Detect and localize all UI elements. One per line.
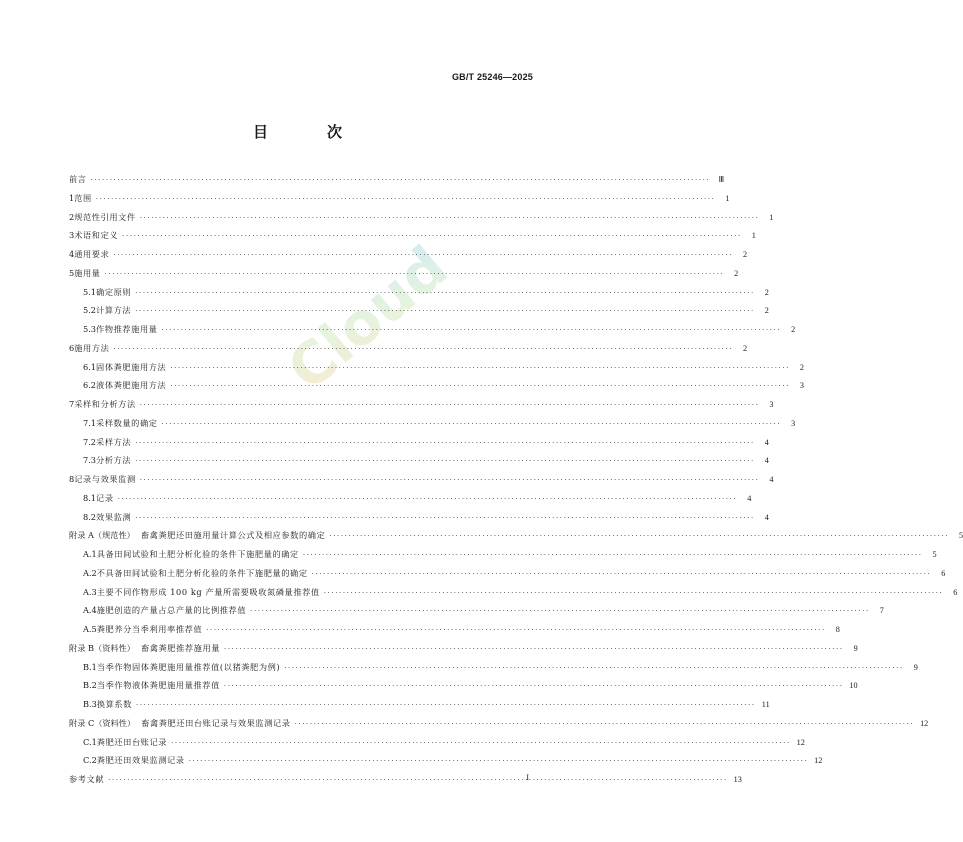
toc-entry-page: 1 [751,231,756,241]
toc-entry-title: 术语和定义 [74,230,119,241]
toc-entry-page: 12 [796,737,805,747]
toc-entry-page: 1 [725,193,730,203]
toc-entry-title: 规范性引用文件 [74,211,136,222]
toc-entry-number: 附录 B（资料性） [69,642,135,653]
toc-entry[interactable] [69,751,823,770]
toc-entry-page: 12 [920,718,929,728]
toc-entry-number: B.3 [83,699,97,709]
toc-entry-page: 4 [747,493,752,503]
toc-entry[interactable] [69,433,769,452]
toc-entry[interactable] [69,451,769,470]
toc-entry-number: 2 [69,211,75,222]
toc-leader-dots [170,359,790,378]
toc-entry-number: 7 [69,399,75,409]
toc-entry[interactable] [69,733,805,752]
page-number: I [526,773,529,782]
toc-entry-number: A.2 [83,567,97,578]
toc-entry-title: 换算系数 [96,699,132,709]
toc-title: 目 次 [252,123,364,141]
toc-leader-dots [162,415,782,434]
toc-entry[interactable] [69,601,884,620]
toc-entry[interactable] [69,676,858,695]
toc-entry-number: 8 [69,474,75,484]
toc-entry-page: 3 [799,381,805,391]
toc-entry-title: 粪肥养分当季利用率推荐值 [96,624,203,634]
toc-leader-dots [96,190,716,209]
toc-entry-number: 8.2 [83,511,97,522]
toc-entry-title: 畜禽粪肥还田台账记录与效果监测记录 [141,717,291,728]
toc-entry[interactable] [69,283,769,302]
toc-entry[interactable] [69,414,796,433]
toc-leader-dots [140,209,760,228]
toc-entry[interactable] [69,339,748,358]
toc-leader-dots [135,302,755,321]
toc-entry[interactable] [69,564,946,583]
toc-leader-dots [136,696,756,715]
toc-entry[interactable] [69,395,774,414]
toc-entry-title: 记录 [96,492,114,503]
toc-leader-dots [324,584,944,603]
toc-entry-number: 5 [69,267,75,278]
toc-leader-dots [140,471,760,490]
toc-entry[interactable] [69,170,725,189]
toc-entry-title: 效果监测 [96,511,132,522]
toc-entry-title: 记录与效果监测 [74,474,136,484]
toc-entry-page: 1 [769,212,774,222]
toc-leader-dots [105,265,725,284]
toc-entry-number: 8.1 [83,492,97,503]
toc-entry-number: B.2 [83,680,97,691]
toc-entry[interactable] [69,639,858,658]
toc-entry-page: 4 [764,512,769,522]
toc-entry-title: 具备田间试验和土肥分析化验的条件下施肥量的确定 [96,549,299,559]
toc-leader-dots [224,677,844,696]
toc-entry-number: 7.2 [83,436,97,447]
toc-entry-title: 不具备田间试验和土肥分析化验的条件下施肥量的确定 [96,567,308,578]
toc-entry-number: 附录 A（规范性） [69,530,135,541]
toc-entry-number: 7.1 [83,417,97,428]
toc-entry[interactable] [69,301,769,320]
toc-entry-number: 4 [69,249,75,259]
toc-entry-number: A.3 [83,586,97,597]
toc-entry[interactable] [69,245,748,264]
toc-entry-title: 主要不同作物形成 100 kg 产量所需要吸收氮磷量推荐值 [96,586,320,597]
toc-entry-title: 采样和分析方法 [74,399,136,409]
toc-entry-title: 确定原则 [96,286,132,297]
toc-entry[interactable] [69,583,958,602]
toc-entry-page: Ⅲ [718,175,725,184]
toc-leader-dots [295,715,915,734]
toc-leader-dots [284,659,904,678]
toc-leader-dots [122,227,742,246]
toc-entry-title: 采样数量的确定 [96,417,158,428]
toc-entry-title: 当季作物固体粪肥施用量推荐值(以猪粪肥为例) [96,661,281,672]
toc-entry-number: 5.2 [83,305,97,316]
toc-entry-page: 9 [913,662,918,672]
toc-entry-title: 施肥创造的产量占总产量的比例推荐值 [96,605,247,616]
toc-entry-page: 2 [764,306,769,316]
toc-leader-dots [135,284,755,303]
toc-leader-dots [108,771,728,790]
toc-entry-page: 5 [932,550,937,559]
toc-entry-page: 4 [769,475,774,484]
toc-entry-number: 6.1 [83,361,97,372]
toc-entry-title: 固体粪肥施用方法 [96,361,167,372]
toc-entry[interactable] [69,189,730,208]
toc-leader-dots [118,490,738,509]
toc-entry-number: 1 [69,192,75,203]
toc-entry-page: 8 [835,625,840,634]
toc-entry-page: 2 [742,343,748,353]
toc-entry-page: 6 [953,587,958,597]
watermark-text: Cloud [274,232,461,404]
toc-entry-title: 参考文献 [69,774,105,784]
toc-entry-number: C.1 [83,736,97,747]
toc-entry-number: A.5 [83,624,97,634]
toc-entry[interactable] [69,376,805,395]
toc-leader-dots [303,546,923,565]
toc-leader-dots [312,565,932,584]
toc-entry-number: A.4 [83,605,97,616]
toc-entry-page: 4 [764,437,769,447]
toc-leader-dots [189,752,809,771]
toc-entry-page: 4 [764,456,769,466]
toc-entry-page: 2 [734,268,739,278]
toc-entry[interactable] [69,545,937,564]
toc-entry-page: 6 [941,568,946,578]
toc-entry[interactable] [69,714,929,733]
toc-entry-title: 范围 [74,192,92,203]
toc-entry-title: 前言 [69,174,87,184]
toc-leader-dots [170,377,790,396]
toc-entry[interactable] [69,770,742,789]
toc-leader-dots [140,396,760,415]
toc-entry[interactable] [69,508,769,527]
toc-entry-page: 10 [849,681,858,691]
toc-leader-dots [113,340,733,359]
toc-entry-page: 2 [764,287,769,297]
toc-entry-page: 11 [761,700,770,709]
toc-entry[interactable] [69,470,774,489]
toc-entry-title: 畜禽粪肥还田施用量计算公式及相应参数的确定 [140,530,326,541]
toc-leader-dots [171,734,791,753]
toc-entry-number: 5.3 [83,324,97,334]
toc-entry-title: 施用量 [74,267,101,278]
toc-entry-page: 3 [791,418,796,428]
toc-entry-number: 附录 C（资料性） [69,717,136,728]
toc-entry[interactable] [69,208,774,227]
toc-leader-dots [135,509,755,528]
toc-entry[interactable] [69,620,840,639]
toc-leader-dots [162,321,782,340]
toc-entry-page: 12 [814,756,823,766]
toc-leader-dots [250,602,870,621]
toc-entry[interactable] [69,264,739,283]
toc-entry[interactable] [69,226,756,245]
toc-entry-number: B.1 [83,661,97,672]
toc-entry-title: 当季作物液体粪肥施用量推荐值 [96,680,220,691]
toc-entry-page: 2 [799,362,805,372]
toc-entry-title: 畜禽粪肥推荐施用量 [140,642,221,653]
toc-entry-page: 2 [791,325,796,334]
toc-entry[interactable] [69,358,805,377]
toc-entry[interactable] [69,526,963,545]
toc-entry-page: 2 [742,250,748,259]
toc-entry[interactable] [69,320,796,339]
toc-entry-number: A.1 [83,549,97,559]
toc-entry[interactable] [69,489,752,508]
toc-entry-title: 作物推荐施用量 [96,324,158,334]
toc-entry-number: 6 [69,342,75,353]
toc-entry-number: 5.1 [83,286,97,297]
toc-entry-title: 分析方法 [96,455,132,466]
toc-leader-dots [329,527,949,546]
toc-entry-title: 液体粪肥施用方法 [96,380,167,391]
toc-entry-title: 通用要求 [74,249,110,259]
toc-entry-number: 7.3 [83,455,97,466]
toc-entry-page: 9 [853,643,858,653]
toc-entry-page: 5 [958,531,963,541]
toc-entry-page: 13 [733,775,742,784]
toc-entry[interactable] [69,658,918,677]
toc-entry-number: C.2 [83,755,97,766]
toc-entry-number: 3 [69,230,75,241]
toc-entry-page: 7 [879,606,884,616]
toc-entry-page: 3 [769,400,774,409]
toc-leader-dots [135,434,755,453]
toc-leader-dots [206,621,826,640]
toc-leader-dots [113,246,733,265]
standard-code: GB/T 25246—2025 [451,72,533,82]
toc-entry-title: 施用方法 [74,342,110,353]
toc-leader-dots [135,452,755,471]
toc-list [69,170,963,789]
toc-entry-number: 6.2 [83,380,97,391]
toc-entry-title: 采样方法 [96,436,132,447]
toc-leader-dots [224,640,844,659]
toc-leader-dots [91,171,711,190]
toc-entry[interactable] [69,695,770,714]
toc-entry-title: 粪肥还田效果监测记录 [96,755,185,766]
toc-entry-title: 计算方法 [96,305,132,316]
toc-entry-title: 粪肥还田台账记录 [96,736,168,747]
